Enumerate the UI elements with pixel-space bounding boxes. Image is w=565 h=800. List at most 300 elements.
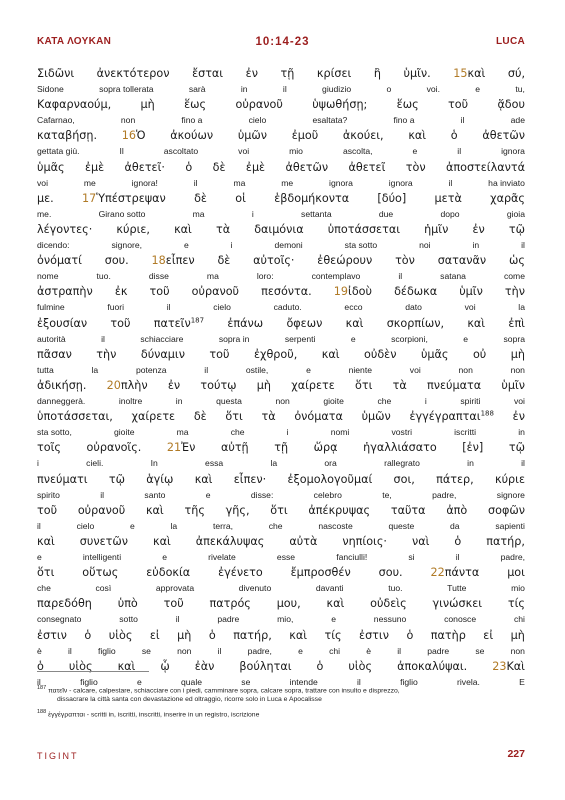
greek-word: τοῖς bbox=[37, 441, 61, 455]
italian-gloss: spiriti bbox=[460, 396, 481, 406]
interlinear-line bbox=[37, 566, 525, 598]
footnote-marker[interactable]: 187 bbox=[190, 315, 205, 324]
italian-gloss: ade bbox=[510, 115, 525, 126]
italian-gloss: scorpioni, bbox=[391, 333, 428, 344]
italian-gloss: signore bbox=[496, 489, 525, 500]
greek-word: τοῦ bbox=[110, 316, 131, 330]
greek-word: μὴ bbox=[256, 379, 272, 392]
footnote-text-continued: dissacrare la città santa con devastazione ed oltraggio, ricorre solo in Luca e Apocalisse bbox=[57, 696, 322, 704]
italian-gloss: i bbox=[424, 396, 427, 406]
italian-gloss: nomi bbox=[330, 427, 350, 438]
greek-word: ὅτι bbox=[225, 410, 243, 424]
italian-gloss: si bbox=[408, 552, 415, 562]
italian-gloss: sopra in bbox=[218, 333, 250, 344]
interlinear-line bbox=[37, 597, 525, 629]
italian-gloss: davanti bbox=[315, 583, 344, 594]
italian-gloss: la bbox=[170, 520, 178, 531]
italian-gloss: e bbox=[475, 84, 481, 94]
italian-gloss: così bbox=[95, 583, 112, 594]
greek-line bbox=[37, 441, 525, 458]
italian-gloss: Girano sotto bbox=[98, 208, 146, 219]
greek-word: σατανᾶν bbox=[437, 254, 487, 268]
italian-gloss: me bbox=[83, 177, 96, 188]
greek-word: ὀνόματα bbox=[294, 410, 343, 424]
italian-gloss: me bbox=[281, 177, 294, 188]
footnote-marker[interactable]: 188 bbox=[480, 409, 494, 418]
greek-word: αὐτῇ bbox=[220, 441, 249, 455]
greek-word: καὶ bbox=[408, 129, 427, 143]
italian-gloss: mio bbox=[511, 583, 525, 594]
italian-gloss-line bbox=[37, 178, 525, 191]
greek-word: ὅτι bbox=[37, 566, 55, 580]
greek-word: ἕως bbox=[396, 98, 419, 112]
italian-gloss: rivelate bbox=[208, 552, 236, 562]
greek-word: καὶ bbox=[467, 316, 486, 330]
italian-gloss: in bbox=[467, 458, 474, 469]
greek-word: ὁ bbox=[450, 129, 458, 143]
greek-word: ἐπάνω bbox=[227, 316, 264, 330]
italian-gloss-line bbox=[37, 614, 525, 627]
italian-gloss-line bbox=[37, 240, 525, 253]
greek-word: τῆς bbox=[184, 503, 205, 517]
italian-gloss: fino a bbox=[181, 115, 203, 126]
greek-word: πνεύματα bbox=[427, 379, 482, 392]
italian-gloss: e bbox=[129, 520, 135, 531]
greek-line bbox=[37, 254, 525, 271]
greek-line bbox=[37, 410, 525, 427]
italian-gloss: sapienti bbox=[495, 520, 525, 531]
interlinear-line bbox=[37, 473, 525, 505]
italian-gloss-line bbox=[37, 583, 525, 596]
italian-gloss: padre bbox=[427, 645, 450, 656]
greek-word: τὴν bbox=[504, 285, 525, 299]
greek-word: κρίσει bbox=[316, 67, 352, 80]
italian-gloss-line bbox=[37, 552, 525, 565]
greek-word: 16Ὁ bbox=[121, 129, 146, 143]
greek-word: οὐ bbox=[472, 347, 487, 361]
italian-gloss-line bbox=[37, 209, 525, 222]
greek-word: ἀδικήσῃ. bbox=[37, 379, 87, 392]
greek-word: οὐρανοῦ bbox=[77, 503, 126, 517]
italian-gloss: il bbox=[282, 84, 287, 94]
italian-gloss: schiacciare bbox=[140, 333, 184, 344]
greek-word: ὁ bbox=[316, 659, 324, 673]
greek-line bbox=[37, 379, 525, 396]
greek-word: ὄφεων bbox=[286, 316, 323, 330]
italian-gloss: danneggerà. bbox=[37, 396, 86, 406]
greek-word: ἔσται bbox=[192, 67, 224, 80]
greek-word: 22πάντα bbox=[430, 566, 480, 580]
greek-line bbox=[37, 348, 525, 365]
greek-word: δὲ bbox=[193, 410, 207, 424]
italian-gloss: contemplavo bbox=[311, 271, 361, 282]
greek-word: ὑμῶν bbox=[361, 410, 391, 424]
italian-gloss: il bbox=[521, 458, 525, 469]
interlinear-line bbox=[37, 441, 525, 473]
greek-word: ἐξουσίαν bbox=[37, 316, 88, 330]
verse-number: 23 bbox=[492, 659, 507, 673]
greek-word: καὶ bbox=[326, 597, 345, 611]
greek-word: 18εἶπεν bbox=[151, 254, 195, 268]
italian-gloss-line bbox=[37, 458, 525, 471]
greek-word: [δύο] bbox=[377, 191, 407, 205]
italian-gloss: mio bbox=[289, 146, 303, 157]
greek-word: μὴ bbox=[510, 628, 525, 642]
italian-gloss: ascoltato bbox=[163, 146, 199, 157]
italian-gloss: come bbox=[503, 271, 525, 282]
footnote-divider bbox=[37, 671, 149, 672]
verse-number: 16 bbox=[121, 129, 136, 143]
italian-gloss: Sidone bbox=[37, 84, 64, 94]
italian-gloss: non bbox=[458, 364, 473, 375]
italian-gloss: voi bbox=[37, 177, 48, 188]
greek-word: τὸν bbox=[405, 160, 426, 174]
greek-word: καὶ bbox=[37, 535, 55, 548]
italian-gloss: sotto bbox=[119, 614, 138, 625]
italian-gloss: il bbox=[37, 676, 41, 687]
greek-word: τὴν bbox=[96, 347, 117, 361]
italian-gloss: ecco bbox=[344, 302, 363, 313]
greek-word: βούληται bbox=[239, 659, 292, 673]
greek-word: καὶ bbox=[289, 628, 308, 642]
italian-gloss: fanciulli! bbox=[336, 552, 368, 562]
italian-gloss: sta sotto, bbox=[37, 427, 72, 438]
italian-gloss: noi bbox=[419, 240, 431, 250]
greek-word: ἀνεκτότερον bbox=[96, 67, 170, 80]
greek-word: παρεδόθη bbox=[37, 597, 92, 611]
greek-line bbox=[37, 285, 525, 302]
italian-gloss: cieli. bbox=[86, 458, 104, 469]
verse-number: 15 bbox=[453, 67, 468, 80]
italian-gloss: in bbox=[472, 240, 480, 250]
greek-word: σοι, bbox=[393, 472, 415, 486]
italian-gloss: il bbox=[457, 146, 462, 157]
greek-word: καὶ bbox=[145, 503, 164, 517]
greek-word: τῷ bbox=[508, 441, 525, 455]
greek-word: 23Καὶ bbox=[492, 659, 525, 673]
greek-word: ἐν bbox=[167, 379, 181, 392]
header-book-italian: LUCA bbox=[496, 36, 525, 47]
italian-gloss: non bbox=[177, 645, 192, 656]
italian-gloss: settanta bbox=[301, 208, 332, 219]
italian-gloss: niente bbox=[348, 364, 373, 375]
greek-word: ἑβδομήκοντα bbox=[274, 191, 350, 205]
greek-word: ἀκούει, bbox=[342, 129, 384, 143]
greek-word: ὅτι bbox=[270, 503, 288, 517]
greek-word: σου. bbox=[378, 566, 403, 580]
italian-gloss: il bbox=[67, 645, 72, 656]
interlinear-line bbox=[37, 67, 525, 99]
italian-gloss: il bbox=[101, 333, 105, 344]
greek-word: γινώσκει bbox=[432, 597, 483, 611]
greek-word: πάτερ, bbox=[436, 472, 474, 486]
italian-gloss: voi bbox=[464, 302, 476, 313]
italian-gloss: che bbox=[37, 583, 51, 594]
italian-gloss: e bbox=[306, 364, 311, 375]
italian-gloss: potenza bbox=[135, 364, 167, 375]
greek-word: ἐστιν bbox=[359, 628, 389, 642]
italian-gloss-line bbox=[37, 396, 525, 409]
greek-word: ᾧ bbox=[160, 659, 170, 673]
greek-word: ἀποκαλύψαι. bbox=[397, 659, 468, 673]
italian-gloss: demoni bbox=[274, 240, 303, 250]
italian-gloss: i bbox=[230, 240, 233, 250]
greek-line bbox=[37, 473, 525, 490]
greek-word: με. bbox=[37, 191, 54, 205]
greek-word: οὕτως bbox=[82, 566, 119, 580]
greek-word: οὐδὲν bbox=[364, 347, 397, 361]
italian-gloss: disse: bbox=[250, 489, 274, 500]
footer-publisher: TIGINT bbox=[37, 751, 79, 761]
italian-gloss: rivela. bbox=[457, 676, 480, 687]
italian-gloss: consegnato bbox=[37, 614, 82, 625]
italian-gloss-line bbox=[37, 646, 525, 659]
greek-word: [ἐν] bbox=[462, 441, 484, 455]
greek-line bbox=[37, 129, 525, 146]
interlinear-line bbox=[37, 98, 525, 130]
greek-line bbox=[37, 223, 525, 240]
header-book-greek: ΚΑΤΑ ΛΟΥΚΑΝ bbox=[37, 36, 112, 47]
greek-word: ἀπεκάλυψας bbox=[195, 535, 265, 548]
greek-word: 19ἰδοὺ bbox=[333, 285, 372, 299]
italian-gloss: divenuto bbox=[238, 583, 272, 594]
italian-gloss: i bbox=[286, 427, 289, 438]
greek-word: καταβήσῃ. bbox=[37, 129, 98, 143]
greek-word: ταῦτα bbox=[390, 503, 426, 517]
greek-word: ἐὰν bbox=[194, 659, 215, 673]
greek-word: πατὴρ bbox=[430, 628, 466, 642]
greek-word: πᾶσαν bbox=[37, 347, 72, 361]
italian-gloss: santo bbox=[144, 489, 166, 500]
greek-word: δέδωκα bbox=[394, 285, 438, 299]
greek-word: ὑπὸ bbox=[117, 597, 138, 611]
greek-word: 21Ἐν bbox=[166, 441, 196, 455]
italian-gloss: e bbox=[298, 645, 303, 656]
italian-gloss: ascolta, bbox=[342, 146, 373, 157]
italian-gloss: mio, bbox=[277, 614, 294, 625]
italian-gloss: signore, bbox=[111, 240, 143, 250]
italian-gloss: fuori bbox=[107, 302, 125, 313]
greek-word: σοφῶν bbox=[488, 503, 525, 517]
greek-word: μοι bbox=[507, 566, 525, 580]
italian-gloss: gioite bbox=[113, 427, 135, 438]
italian-gloss: e bbox=[463, 333, 469, 344]
italian-gloss: il bbox=[460, 115, 465, 126]
greek-word: αὐτὰ bbox=[289, 535, 318, 548]
greek-word: νηπίοις· bbox=[342, 535, 387, 548]
italian-gloss: padre, bbox=[247, 645, 272, 656]
greek-line bbox=[37, 629, 525, 646]
italian-gloss: e bbox=[350, 333, 356, 344]
italian-gloss: sarà bbox=[188, 84, 206, 94]
greek-word: ἡμῖν bbox=[424, 223, 449, 236]
italian-gloss: dato bbox=[405, 302, 422, 313]
greek-word: Καφαρναούμ, bbox=[37, 98, 112, 112]
greek-line bbox=[37, 504, 525, 521]
footnote-number: 188 bbox=[37, 709, 47, 715]
italian-gloss: che bbox=[377, 396, 392, 406]
greek-word: πατρός bbox=[209, 597, 251, 611]
greek-word: ἐν bbox=[245, 67, 258, 80]
greek-word: καὶ bbox=[345, 316, 364, 330]
greek-word: ὑμῖν bbox=[459, 285, 483, 299]
greek-word: πεσόντα. bbox=[261, 285, 312, 299]
italian-gloss: cielo bbox=[213, 302, 231, 313]
italian-gloss-line bbox=[37, 365, 525, 378]
greek-word: τίς bbox=[324, 628, 342, 642]
interlinear-line bbox=[37, 161, 525, 193]
italian-gloss: e bbox=[331, 614, 336, 625]
italian-gloss: non bbox=[510, 645, 525, 656]
italian-gloss: se bbox=[475, 645, 485, 656]
greek-word: τῷ bbox=[508, 223, 525, 236]
italian-gloss: dopo bbox=[440, 208, 460, 219]
greek-word: ὑμῖν bbox=[501, 379, 525, 392]
italian-gloss-line bbox=[37, 334, 525, 347]
greek-word: ᾅδου bbox=[497, 98, 525, 112]
greek-word: τούτῳ bbox=[200, 379, 237, 392]
greek-line bbox=[37, 660, 525, 677]
greek-word: ἀστραπὴν bbox=[37, 285, 93, 299]
italian-gloss: i bbox=[251, 208, 254, 219]
italian-gloss: la bbox=[270, 458, 278, 469]
italian-gloss: loro: bbox=[256, 271, 274, 282]
greek-word: μὴ bbox=[510, 347, 525, 361]
italian-gloss: che bbox=[230, 427, 245, 438]
greek-word: ὑποτάσσεται, bbox=[37, 410, 113, 424]
italian-gloss-line bbox=[37, 146, 525, 159]
italian-gloss: il bbox=[166, 302, 171, 313]
italian-gloss: cielo bbox=[76, 520, 95, 531]
italian-gloss: Cafarnao, bbox=[37, 115, 75, 126]
italian-gloss: da bbox=[450, 520, 460, 531]
interlinear-line bbox=[37, 223, 525, 255]
interlinear-line bbox=[37, 379, 525, 411]
greek-word: δὲ bbox=[212, 160, 226, 174]
greek-line bbox=[37, 535, 525, 552]
italian-gloss: il bbox=[37, 520, 41, 531]
italian-gloss: padre, bbox=[432, 489, 457, 500]
italian-gloss: il bbox=[175, 614, 180, 625]
greek-word: κύριε, bbox=[116, 223, 150, 236]
greek-word: τὰ bbox=[261, 410, 276, 424]
footnote-text: - scritti in, iscritti, inscritti, inserire in un registro, iscrizione bbox=[86, 711, 260, 719]
italian-gloss: inoltre bbox=[118, 396, 143, 406]
greek-word: ὑμᾶς bbox=[37, 160, 65, 174]
interlinear-line bbox=[37, 254, 525, 286]
footnote-term: ἐγγέγραπται bbox=[48, 711, 85, 719]
greek-word: ἀθετῶν bbox=[482, 129, 525, 143]
footnote-term: πατεῖν bbox=[48, 687, 68, 695]
italian-gloss: o bbox=[386, 84, 392, 94]
italian-gloss: voi bbox=[238, 146, 250, 157]
greek-word: ἐθεώρουν bbox=[317, 254, 373, 268]
italian-gloss: il bbox=[357, 676, 361, 687]
italian-gloss: se bbox=[141, 645, 151, 656]
italian-gloss: essa bbox=[205, 458, 224, 469]
italian-gloss: tu, bbox=[515, 84, 525, 94]
greek-word: καὶ bbox=[321, 347, 340, 361]
italian-gloss: due bbox=[378, 208, 394, 219]
greek-word: οὐρανοῖς. bbox=[86, 441, 142, 455]
greek-word: τῷ bbox=[108, 472, 125, 486]
greek-word: δὲ bbox=[194, 191, 207, 205]
greek-word: χαίρετε bbox=[131, 410, 176, 424]
italian-gloss: tutta bbox=[37, 364, 54, 375]
italian-gloss: tuo. bbox=[388, 583, 403, 594]
italian-gloss: che bbox=[268, 520, 283, 531]
italian-gloss: la bbox=[91, 364, 99, 375]
italian-gloss-line bbox=[37, 115, 525, 128]
greek-word: τίς bbox=[507, 597, 525, 611]
footnote-187 bbox=[37, 684, 525, 704]
italian-gloss: il bbox=[398, 271, 403, 282]
greek-word: ναὶ bbox=[411, 535, 430, 548]
italian-gloss: il bbox=[397, 645, 402, 656]
greek-word: ἀθετῶν bbox=[285, 160, 329, 174]
greek-word: εὐδοκία bbox=[146, 566, 191, 580]
greek-word: πατήρ, bbox=[233, 628, 272, 642]
greek-line bbox=[37, 566, 525, 583]
italian-gloss: gettata giù. bbox=[37, 146, 80, 157]
italian-gloss: in bbox=[175, 396, 183, 406]
italian-gloss: il bbox=[521, 240, 525, 250]
italian-gloss: sopra bbox=[503, 333, 525, 344]
italian-gloss: E bbox=[519, 676, 525, 687]
greek-word: σκορπίων, bbox=[386, 316, 445, 330]
verse-number: 21 bbox=[166, 441, 182, 455]
italian-gloss: se bbox=[241, 676, 251, 687]
greek-word: μου, bbox=[276, 597, 301, 611]
greek-word: ἕως bbox=[184, 98, 207, 112]
italian-gloss: padre, bbox=[500, 552, 525, 562]
italian-gloss: voi. bbox=[426, 84, 440, 94]
italian-gloss: caduto. bbox=[273, 302, 302, 313]
italian-gloss: satana bbox=[440, 271, 466, 282]
italian-gloss: approvata bbox=[155, 583, 195, 594]
greek-word: υἱὸς bbox=[68, 659, 93, 673]
greek-word: καὶ bbox=[174, 223, 192, 236]
italian-gloss-line bbox=[37, 271, 525, 284]
verse-number: 19 bbox=[333, 285, 349, 299]
italian-gloss: il bbox=[100, 489, 105, 500]
greek-word: ἀθετεῖ· bbox=[124, 160, 165, 174]
italian-gloss: non bbox=[510, 364, 525, 375]
greek-word: μὴ bbox=[177, 628, 192, 642]
greek-word: συνετῶν bbox=[79, 535, 128, 548]
italian-gloss-line bbox=[37, 427, 525, 440]
greek-word: ὁ bbox=[185, 160, 193, 174]
greek-word: αὐτοῖς· bbox=[253, 254, 295, 268]
italian-gloss: non bbox=[275, 396, 290, 406]
interlinear-line bbox=[37, 317, 525, 349]
italian-gloss: queste bbox=[388, 520, 415, 531]
greek-word: λέγοντες· bbox=[37, 223, 93, 236]
greek-word: ἀπέκρυψας bbox=[308, 503, 371, 517]
italian-gloss: esse bbox=[276, 552, 296, 562]
greek-word: υἱὸς bbox=[348, 659, 373, 673]
italian-gloss: e bbox=[37, 552, 42, 562]
italian-gloss: e bbox=[162, 552, 167, 562]
italian-gloss: ha inviato bbox=[488, 177, 525, 188]
italian-gloss: la bbox=[518, 302, 525, 313]
italian-gloss: in bbox=[240, 84, 248, 94]
greek-word: πατεῖν$^{187}$ bbox=[153, 315, 205, 330]
greek-word: ἐγγέγραπται$^{188}$ bbox=[409, 409, 494, 424]
interlinear-line bbox=[37, 410, 525, 442]
greek-word: ἐμὲ bbox=[245, 160, 266, 174]
italian-gloss: ignora bbox=[388, 177, 413, 188]
